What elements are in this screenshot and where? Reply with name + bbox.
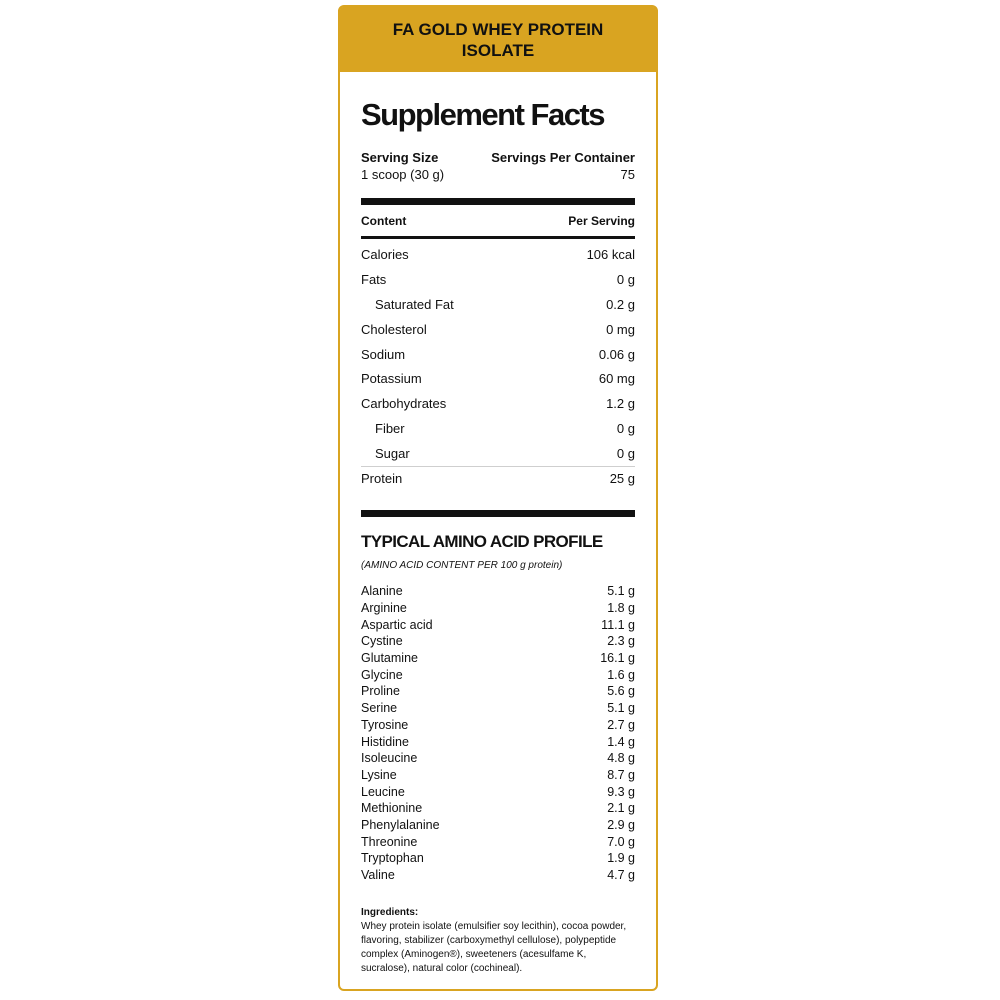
nutrient-row-label: Calories <box>361 246 409 262</box>
amino-acid-row-value: 16.1 g <box>600 651 635 666</box>
amino-acid-row-value: 2.1 g <box>607 801 635 816</box>
nutrient-row-label: Fiber <box>375 421 405 437</box>
nutrient-row <box>361 466 635 491</box>
amino-acid-row-value: 1.9 g <box>607 851 635 866</box>
nutrient-table-header <box>361 214 635 228</box>
nutrient-row <box>361 342 635 367</box>
amino-acid-row <box>361 583 635 600</box>
amino-acid-row-value: 1.8 g <box>607 601 635 616</box>
amino-acid-row-value: 2.7 g <box>607 717 635 732</box>
nutrient-row-label: Cholesterol <box>361 321 427 337</box>
nutrient-row <box>361 366 635 391</box>
nutrient-row-label: Protein <box>361 471 403 487</box>
servings-per-container-label: Servings Per Container <box>491 150 635 165</box>
nutrient-row-value: 106 kcal <box>586 246 635 262</box>
nutrient-row-label: Sodium <box>361 346 406 362</box>
amino-acid-list <box>361 583 635 883</box>
nutrient-row <box>361 441 635 466</box>
amino-acid-row <box>361 767 635 784</box>
nutrient-row-label: Sugar <box>375 446 410 462</box>
amino-acid-row <box>361 750 635 767</box>
amino-acid-row-label: Threonine <box>361 834 418 849</box>
serving-size-value: 1 scoop (30 g) <box>361 167 445 182</box>
amino-acid-row <box>361 600 635 617</box>
thick-divider <box>361 510 635 517</box>
amino-acid-row <box>361 700 635 717</box>
nutrient-row-value: 25 g <box>609 471 635 487</box>
amino-acid-row <box>361 633 635 650</box>
amino-acid-row-value: 5.6 g <box>607 684 635 699</box>
amino-acid-row-value: 1.4 g <box>607 734 635 749</box>
product-name-banner: FA GOLD WHEY PROTEIN ISOLATE <box>340 7 656 72</box>
nutrient-row-value: 60 mg <box>598 371 635 387</box>
amino-acid-row <box>361 850 635 867</box>
nutrient-row-label: Saturated Fat <box>375 296 454 312</box>
amino-acid-row-label: Tryptophan <box>361 851 424 866</box>
nutrient-row <box>361 317 635 342</box>
nutrient-row-value: 0.06 g <box>598 346 635 362</box>
amino-profile-subtitle: (AMINO ACID CONTENT PER 100 g protein) <box>361 560 563 571</box>
amino-acid-row-label: Aspartic acid <box>361 617 433 632</box>
amino-acid-row-label: Arginine <box>361 601 407 616</box>
amino-acid-row-label: Glycine <box>361 667 403 682</box>
amino-acid-row <box>361 650 635 667</box>
nutrient-row-label: Potassium <box>361 371 422 387</box>
serving-info <box>361 149 635 183</box>
amino-acid-row-label: Histidine <box>361 734 409 749</box>
amino-acid-row-value: 1.6 g <box>607 667 635 682</box>
amino-acid-row-value: 2.9 g <box>607 817 635 832</box>
content-column-label: Content <box>361 214 407 228</box>
servings-per-container-value: 75 <box>620 167 635 182</box>
amino-acid-row-label: Isoleucine <box>361 751 418 766</box>
amino-acid-row-label: Leucine <box>361 784 405 799</box>
nutrient-row-label: Fats <box>361 271 387 287</box>
nutrient-row <box>361 292 635 317</box>
amino-profile-title: TYPICAL AMINO ACID PROFILE <box>361 532 603 551</box>
nutrient-row <box>361 391 635 416</box>
ingredients-label: Ingredients: <box>361 907 419 918</box>
thick-divider <box>361 198 635 205</box>
nutrient-row <box>361 416 635 441</box>
amino-acid-row <box>361 783 635 800</box>
nutrient-row-value: 0 g <box>616 446 635 462</box>
amino-acid-row-value: 4.7 g <box>607 868 635 883</box>
nutrient-list <box>361 242 635 491</box>
nutrient-row-value: 0 mg <box>606 321 635 337</box>
nutrient-row <box>361 267 635 292</box>
amino-acid-row-value: 11.1 g <box>601 617 635 632</box>
amino-acid-row-label: Phenylalanine <box>361 817 440 832</box>
amino-acid-row-value: 5.1 g <box>607 701 635 716</box>
nutrient-row-value: 0 g <box>616 271 635 287</box>
amino-acid-row <box>361 817 635 834</box>
amino-acid-row-label: Valine <box>361 868 395 883</box>
amino-acid-row-label: Lysine <box>361 767 397 782</box>
nutrient-row-label: Carbohydrates <box>361 396 447 412</box>
amino-acid-row-label: Cystine <box>361 634 403 649</box>
amino-acid-row-label: Methionine <box>361 801 423 816</box>
amino-acid-row-value: 8.7 g <box>607 767 635 782</box>
amino-acid-row-value: 5.1 g <box>607 584 635 599</box>
amino-acid-row-label: Alanine <box>361 584 403 599</box>
amino-acid-row <box>361 666 635 683</box>
amino-acid-row-value: 4.8 g <box>607 751 635 766</box>
ingredients-text: Whey protein isolate (emulsifier soy lecithin), cocoa powder, flavoring, stabilizer (carboxymethyl cellulose), polypeptide complex (Aminogen®), sweeteners (acesulfame K, sucralose), natural color (cochineal). <box>361 921 627 974</box>
amino-acid-row <box>361 800 635 817</box>
amino-acid-row <box>361 717 635 734</box>
amino-acid-row <box>361 733 635 750</box>
amino-acid-row <box>361 867 635 884</box>
header-divider <box>361 236 635 239</box>
per-serving-column-label: Per Serving <box>568 214 635 228</box>
amino-acid-row-label: Tyrosine <box>361 717 409 732</box>
amino-acid-row-value: 7.0 g <box>607 834 635 849</box>
facts-title: Supplement Facts <box>361 97 604 132</box>
amino-acid-row <box>361 833 635 850</box>
amino-acid-row <box>361 616 635 633</box>
ingredients-section <box>361 906 635 976</box>
nutrient-row <box>361 242 635 267</box>
amino-acid-row-label: Glutamine <box>361 651 418 666</box>
amino-acid-row-label: Proline <box>361 684 400 699</box>
nutrient-row-value: 0 g <box>616 421 635 437</box>
serving-size-label: Serving Size <box>361 150 439 165</box>
supplement-facts-label <box>338 5 658 991</box>
amino-acid-row-value: 9.3 g <box>607 784 635 799</box>
amino-acid-row <box>361 683 635 700</box>
amino-acid-row-value: 2.3 g <box>607 634 635 649</box>
nutrient-row-value: 1.2 g <box>606 396 635 412</box>
nutrient-row-value: 0.2 g <box>606 296 635 312</box>
amino-acid-row-label: Serine <box>361 701 398 716</box>
